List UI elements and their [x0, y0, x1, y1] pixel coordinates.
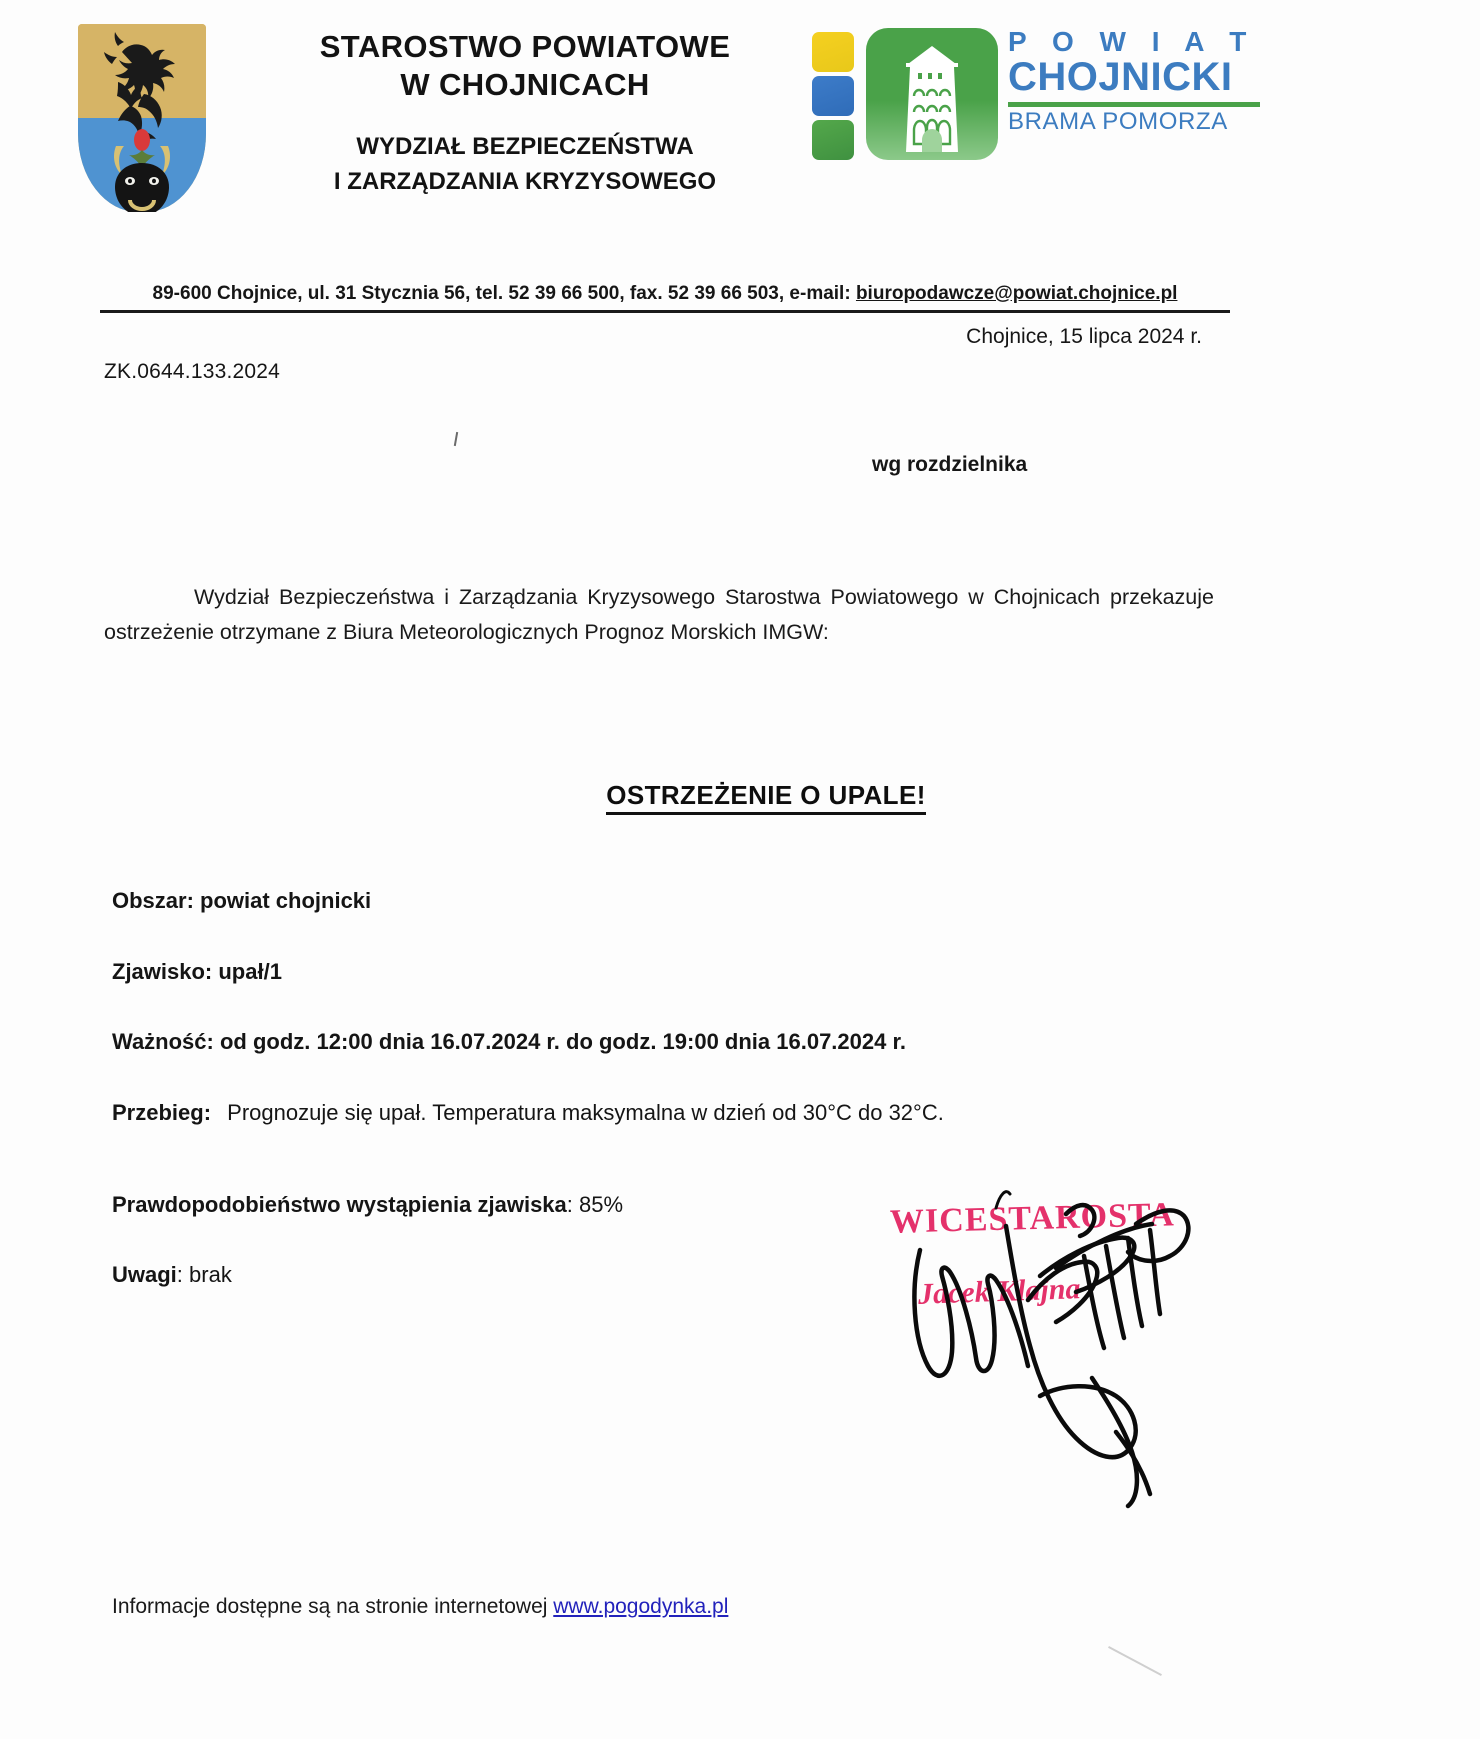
handwritten-signature-icon: [880, 1180, 1300, 1510]
logo-wordmark: [1008, 28, 1268, 134]
field-phenomenon: [112, 957, 1292, 987]
recipient-line: wg rozdzielnika: [872, 453, 1028, 476]
field-validity-text: Ważność: od godz. 12:00 dnia 16.07.2024 r. do godz. 19:00 dnia 16.07.2024 r.: [112, 1029, 906, 1055]
scan-artifact: [454, 432, 458, 446]
office-title-line1: STAROSTWO POWIATOWE: [319, 29, 731, 64]
stamp-name: Jacek Klajna: [917, 1272, 1082, 1311]
logo-powiat-text: P O W I A T: [1008, 26, 1256, 57]
alert-title: [0, 780, 1480, 811]
logo-divider: [1008, 102, 1260, 107]
office-title-block: [255, 28, 795, 197]
contact-bar: [100, 283, 1230, 313]
footer-url-link[interactable]: www.pogodynka.pl: [553, 1595, 729, 1618]
field-probability-label: Prawdopodobieństwo wystąpienia zjawiska: [112, 1191, 567, 1217]
field-course-value: Prognozuje się upał. Temperatura maksymalna w dzień od 30°C do 32°C.: [227, 1100, 944, 1126]
department-line2: I ZARZĄDZANIA KRYZYSOWEGO: [333, 168, 717, 196]
address-line: [100, 283, 1230, 305]
office-title-line2: W CHOJNICACH: [400, 67, 650, 103]
address-text: 89-600 Chojnice, ul. 31 Stycznia 56, tel. 52 39 66 500, fax. 52 39 66 503, e-mail:: [152, 283, 856, 304]
header-divider: [100, 310, 1230, 313]
powiat-chojnicki-logo: [812, 20, 1262, 165]
scan-edge-artifact: [1108, 1646, 1162, 1676]
logo-tagline: BRAMA POMORZA: [1008, 107, 1228, 135]
field-validity: [112, 1027, 1292, 1057]
place-and-date: Chojnice, 15 lipca 2024 r.: [966, 325, 1202, 348]
logo-chojnicki-text: CHOJNICKI: [1008, 55, 1233, 99]
logo-color-squares-icon: [812, 32, 856, 164]
document-header: [0, 10, 1480, 250]
field-remarks-value: : brak: [176, 1262, 232, 1288]
footer-note: [112, 1595, 728, 1619]
department-line1: WYDZIAŁ BEZPIECZEŃSTWA: [356, 132, 694, 160]
reference-number: ZK.0644.133.2024: [104, 360, 281, 383]
stamp-title: WICESTAROSTA: [889, 1196, 1176, 1241]
coat-of-arms-icon: [78, 24, 206, 212]
intro-paragraph: Wydział Bezpieczeństwa i Zarządzania Kryzysowego Starostwa Powiatowego w Chojnicach przekazuje ostrzeżenie otrzymane z Biura Meteorologicznych Prognoz Morskich IMGW:: [104, 585, 1214, 644]
field-probability-value: : 85%: [566, 1191, 624, 1217]
field-remarks-label: Uwagi: [112, 1262, 177, 1288]
field-area-text: Obszar: powiat chojnicki: [112, 888, 372, 913]
footer-text: Informacje dostępne są na stronie internetowej: [112, 1595, 554, 1618]
gate-tower-icon: [866, 28, 998, 160]
field-course: [112, 1098, 1292, 1128]
field-phenomenon-text: Zjawisko: upał/1: [112, 958, 282, 984]
field-course-label: Przebieg:: [112, 1100, 212, 1126]
signature-block: [880, 1180, 1300, 1510]
field-area: [112, 886, 1292, 916]
alert-title-text: OSTRZEŻENIE O UPALE!: [606, 780, 926, 815]
email-link[interactable]: biuropodawcze@powiat.chojnice.pl: [855, 283, 1178, 304]
